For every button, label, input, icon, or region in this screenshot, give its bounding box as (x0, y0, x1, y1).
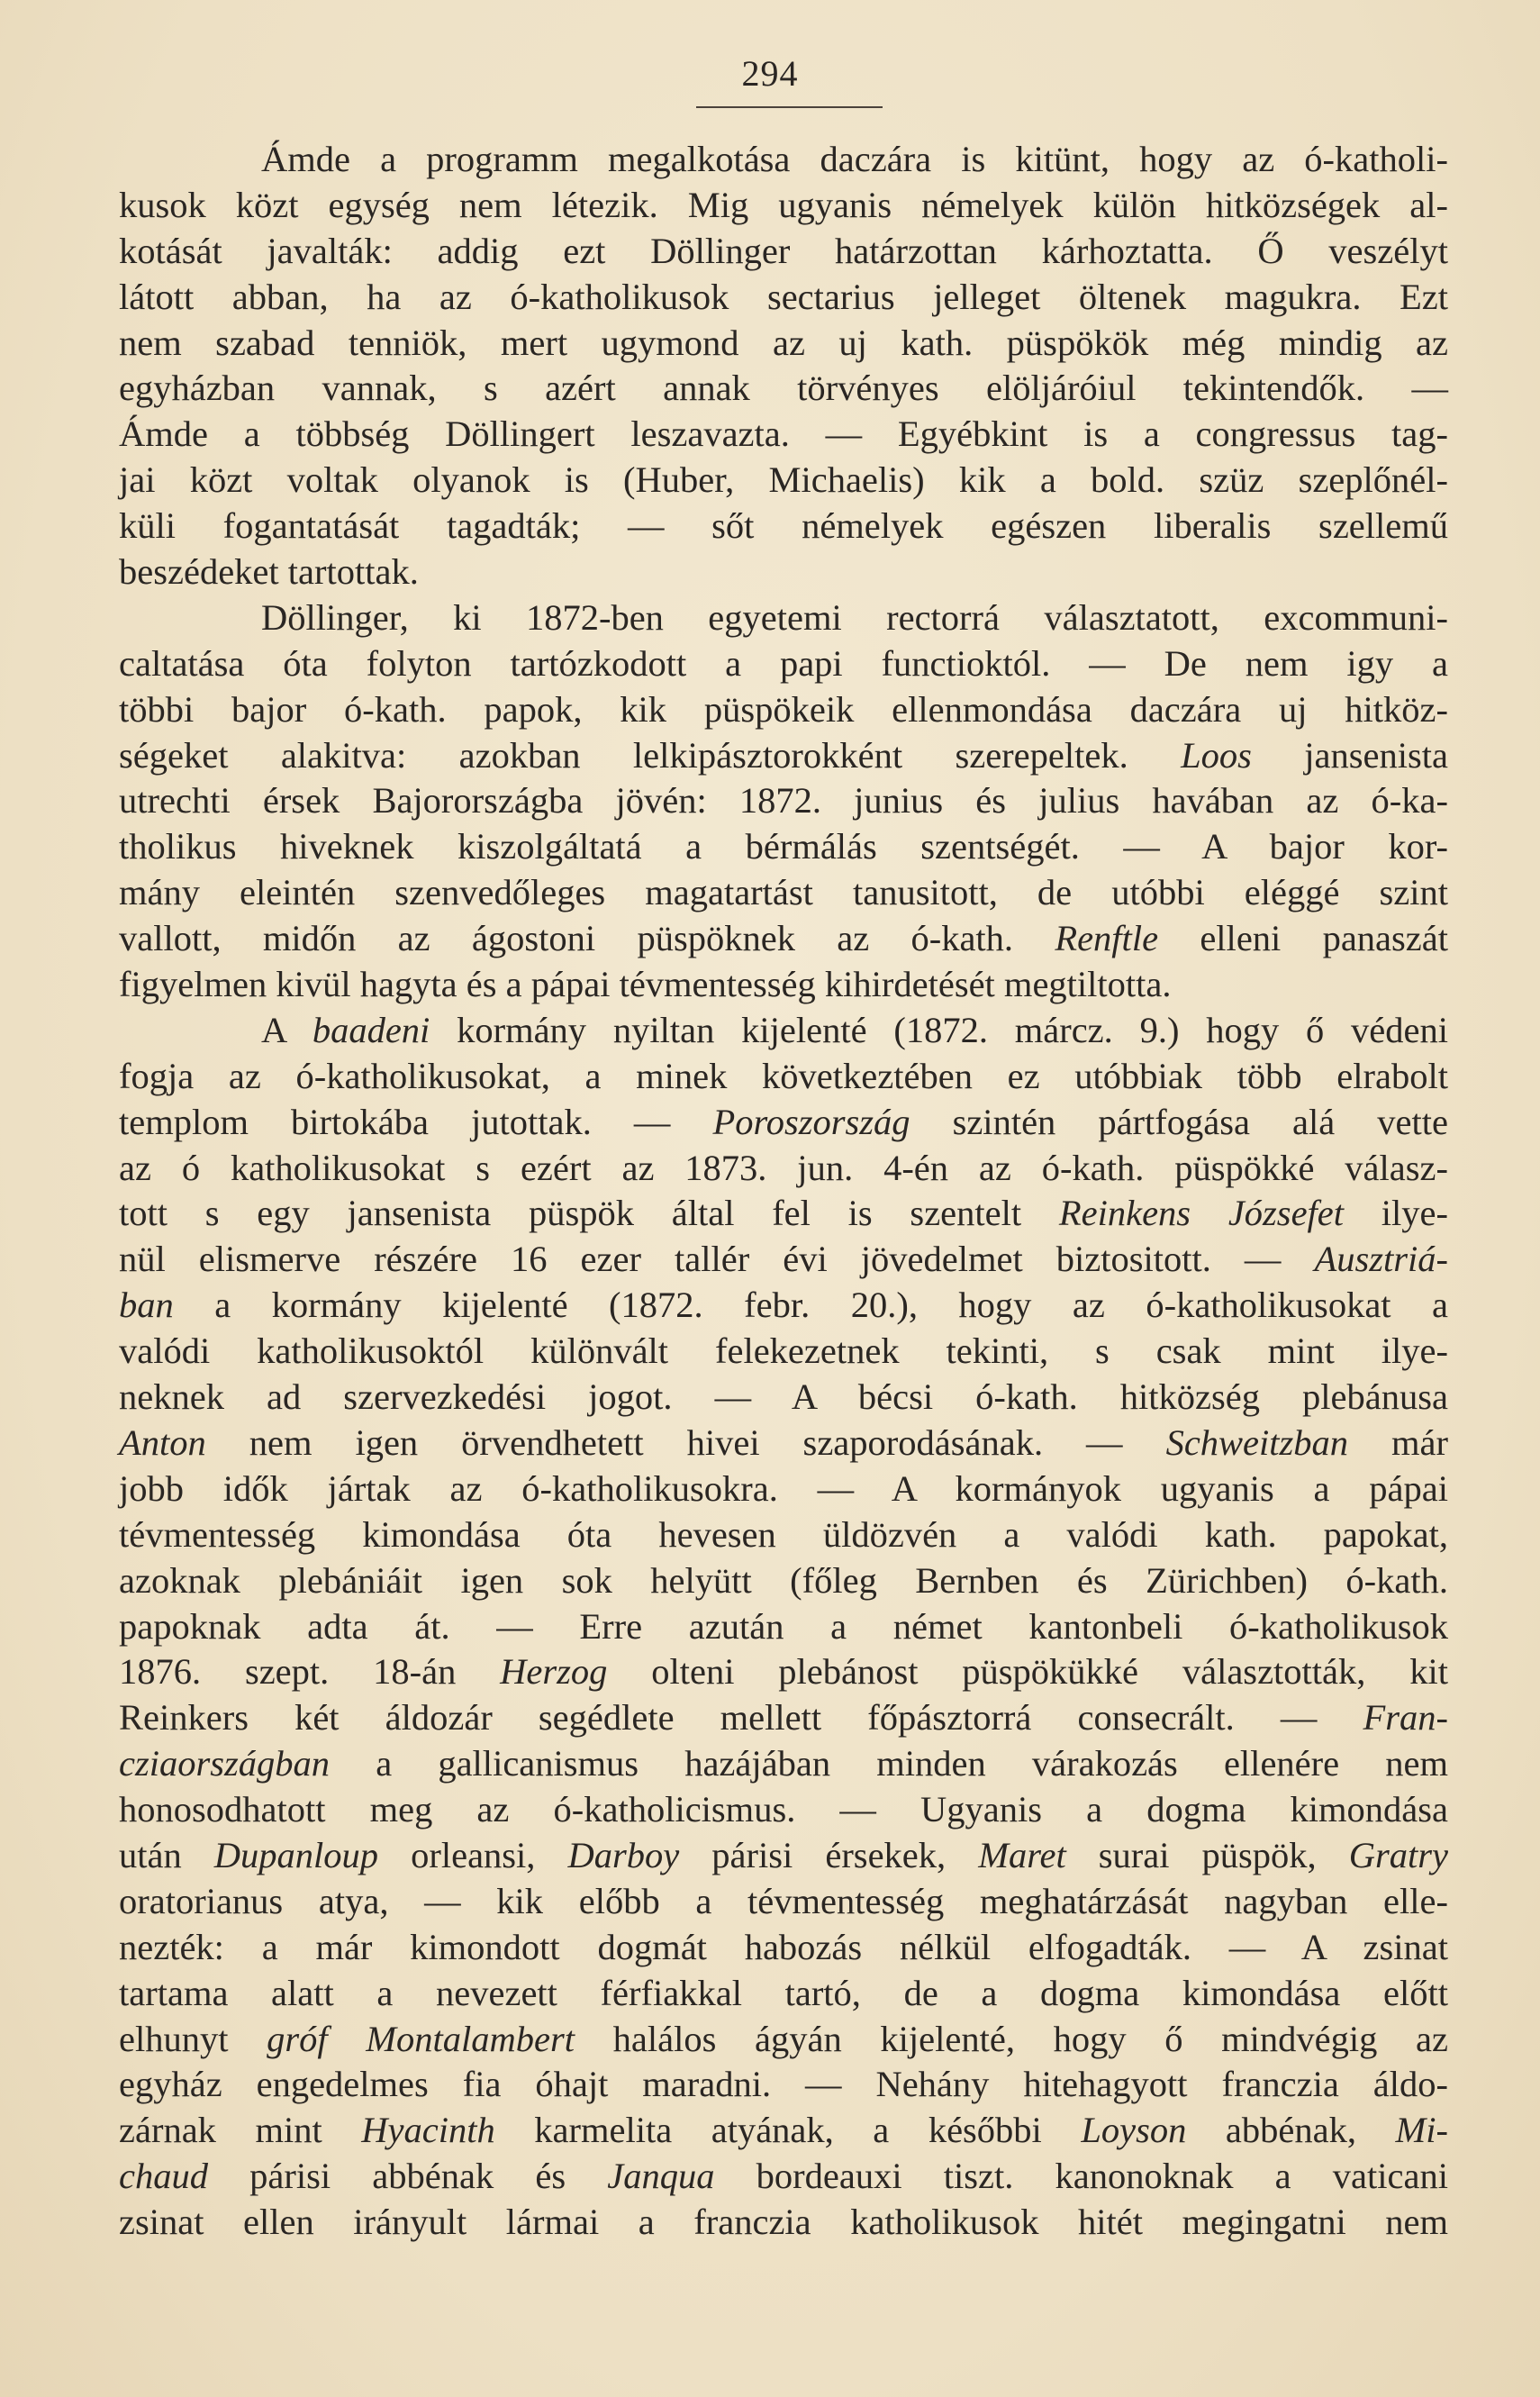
text-line (119, 1879, 1448, 1925)
text-segment: kusok közt egység nem létezik. Mig ugyanis némelyek külön hitközségek al- (119, 184, 1448, 225)
text-segment: Reinkers két áldozár segédlete mellett főpásztorrá consecrált. — (119, 1697, 1363, 1739)
italic-name: Hyacinth (361, 2110, 495, 2151)
text-segment: nem szabad tenniök, mert ugymond az uj kath. püspökök még mindig az (119, 322, 1448, 363)
text-segment: halálos ágyán kijelenté, hogy ő mindvégig az (575, 2018, 1448, 2059)
text-line (119, 1925, 1448, 1971)
text-line (119, 1146, 1448, 1192)
text-line (119, 1375, 1448, 1421)
text-segment: A (261, 1009, 313, 1050)
text-line (119, 183, 1448, 229)
text-segment: már (1348, 1421, 1449, 1463)
text-segment: utrechti érsek Bajorországba jövén: 1872. junius és julius havában az ó-ka- (119, 780, 1448, 822)
text-line (119, 2062, 1448, 2108)
text-segment: párisi abbénak és (207, 2156, 608, 2197)
text-segment: templom birtokába jutottak. — (119, 1101, 713, 1142)
text-segment: valódi katholikusoktól különvált felekezetnek tekinti, s csak mint ilye- (119, 1330, 1448, 1372)
text-line (119, 458, 1448, 504)
text-segment: tévmentesség kimondása óta hevesen üldözvén a valódi kath. papokat, (119, 1513, 1448, 1555)
italic-name: Renftle (1055, 918, 1159, 959)
italic-name: gróf Montalambert (267, 2018, 575, 2059)
text-line (119, 1054, 1448, 1100)
text-segment: tartama alatt a nevezett férfiakkal tartó, de a dogma kimondása előtt (119, 1972, 1448, 2013)
text-segment: szintén pártfogása alá vette (910, 1101, 1448, 1142)
italic-name: chaud (119, 2156, 208, 2197)
italic-name: Reinkens Józsefet (1058, 1193, 1345, 1234)
text-line (119, 2017, 1448, 2063)
italic-name: Herzog (500, 1651, 608, 1693)
text-segment: zsinat ellen irányult lármai a franczia katholikusok hitét megingatni nem (119, 2202, 1448, 2243)
italic-name: Maret (978, 1834, 1066, 1875)
text-segment: beszédeket tartottak. (119, 551, 419, 593)
text-line (119, 1512, 1448, 1558)
text-segment: ségeket alakitva: azokban lelkipásztorokként szerepeltek. (119, 734, 1182, 776)
text-line (119, 870, 1448, 916)
text-line (119, 1191, 1448, 1237)
header-rule (696, 106, 883, 108)
text-segment: tott s egy jansenista püspök által fel is szentelt (119, 1193, 1059, 1234)
text-segment: jai közt voltak olyanok is (Huber, Michaelis) kik a bold. szüz szeplőnél- (119, 459, 1448, 501)
text-line (119, 1604, 1448, 1650)
text-segment: papoknak adta át. — Erre azután a német kantonbeli ó-katholikusok (119, 1605, 1448, 1647)
text-line (119, 2108, 1448, 2154)
italic-name: Loos (1181, 734, 1252, 776)
text-segment: fogja az ó-katholikusokat, a minek következtében ez utóbbiak több elrabolt (119, 1055, 1448, 1096)
text-segment: orleansi, (378, 1834, 568, 1875)
italic-name: ban (119, 1285, 174, 1326)
text-segment: nül elismerve részére 16 ezer tallér évi jövedelmet biztositott. — (119, 1239, 1315, 1280)
text-line (119, 641, 1448, 687)
text-line (119, 1695, 1448, 1741)
text-segment: egyházban vannak, s azért annak törvényes elöljáróiul tekintendők. — (119, 368, 1448, 409)
text-segment: figyelmen kivül hagyta és a pápai tévmentesség kihirdetését megtiltotta. (119, 964, 1172, 1005)
text-line (119, 229, 1448, 275)
italic-name: baadeni (312, 1009, 430, 1050)
text-segment: után (119, 1834, 214, 1875)
text-line (119, 1741, 1448, 1787)
text-line (119, 2200, 1448, 2246)
text-segment: 1876. szept. 18-án (119, 1651, 501, 1693)
text-line (119, 1421, 1448, 1466)
text-segment: oratorianus atya, — kik előbb a tévmentesség meghatárzását nagyban elle- (119, 1880, 1448, 1921)
italic-name: Ausztriá- (1314, 1239, 1448, 1280)
text-segment: honosodhatott meg az ó-katholicismus. — Ugyanis a dogma kimondása (119, 1789, 1448, 1830)
text-segment: a kormány kijelenté (1872. febr. 20.), hogy az ó-katholikusokat a (173, 1285, 1448, 1326)
text-segment: többi bajor ó-kath. papok, kik püspökeik ellenmondása daczára uj hitköz- (119, 688, 1448, 730)
text-segment: Ámde a többség Döllingert leszavazta. — Egyébkint is a congressus tag- (119, 413, 1448, 455)
text-line (119, 2154, 1448, 2200)
text-segment: kormány nyiltan kijelenté (1872. márcz. 9.) hogy ő védeni (430, 1009, 1449, 1050)
text-segment: vallott, midőn az ágostoni püspöknek az ó-kath. (119, 918, 1055, 959)
italic-name: Loyson (1081, 2110, 1187, 2151)
text-line (119, 549, 1448, 595)
text-line (119, 366, 1448, 412)
text-segment: bordeauxi tiszt. kanonoknak a vaticani (714, 2156, 1448, 2197)
page-number: 294 (741, 53, 799, 94)
text-segment: Döllinger, ki 1872-ben egyetemi rectorrá választatott, excommuni- (261, 596, 1448, 638)
text-segment: zárnak mint (119, 2110, 362, 2151)
text-line (119, 137, 1448, 183)
text-segment: elleni panaszát (1158, 918, 1448, 959)
text-line (119, 824, 1448, 870)
text-segment: jobb idők jártak az ó-katholikusokra. — A kormányok ugyanis a pápai (119, 1467, 1448, 1509)
italic-name: Schweitzban (1165, 1421, 1349, 1463)
text-line (119, 412, 1448, 458)
italic-name: Poroszország (712, 1101, 910, 1142)
text-segment: surai püspök, (1065, 1834, 1349, 1875)
text-segment: nem igen örvendhetett hivei szaporodásának. — (205, 1421, 1166, 1463)
text-line (119, 962, 1448, 1008)
italic-name: Dupanloup (213, 1834, 379, 1875)
text-line (119, 1971, 1448, 2017)
text-segment: elhunyt (119, 2018, 267, 2059)
text-segment: karmelita atyának, a későbbi (494, 2110, 1082, 2151)
text-segment: azoknak plebániáit igen sok helyütt (főleg Bernben és Zürichben) ó-kath. (119, 1559, 1448, 1601)
text-segment: látott abban, ha az ó-katholikusok sectarius jelleget öltenek magukra. Ezt (119, 276, 1448, 317)
text-line (119, 687, 1448, 733)
text-segment: tholikus hiveknek kiszolgáltatá a bérmálás szentségét. — A bajor kor- (119, 826, 1448, 867)
text-segment: olteni plebánost püspökükké választották, kit (607, 1651, 1448, 1693)
text-line (119, 275, 1448, 321)
text-line (119, 321, 1448, 367)
text-segment: jansenista (1251, 734, 1448, 776)
text-line (119, 1649, 1448, 1695)
body-text (119, 137, 1448, 2246)
italic-name: Anton (119, 1421, 206, 1463)
text-segment: mány eleintén szenvedőleges magatartást tanusitott, de utóbbi eléggé szint (119, 872, 1448, 913)
text-line (119, 1283, 1448, 1329)
text-line (119, 733, 1448, 779)
text-segment: küli fogantatását tagadták; — sőt némelyek egészen liberalis szellemű (119, 505, 1448, 547)
text-line (119, 595, 1448, 641)
text-segment: kotását javalták: addig ezt Döllinger határzottan kárhoztatta. Ő veszélyt (119, 230, 1448, 271)
text-line (119, 1008, 1448, 1054)
text-segment: ilye- (1344, 1193, 1449, 1234)
text-segment: a gallicanismus hazájában minden várakozás ellenére nem (330, 1743, 1448, 1784)
italic-name: cziaországban (119, 1743, 331, 1784)
text-segment: caltatása óta folyton tartózkodott a papi functioktól. — De nem igy a (119, 642, 1448, 684)
text-line (119, 504, 1448, 549)
italic-name: Mi- (1395, 2110, 1448, 2151)
italic-name: Gratry (1348, 1834, 1448, 1875)
text-segment: egyház engedelmes fia óhajt maradni. — Nehány hitehagyott franczia áldo- (119, 2064, 1448, 2105)
text-line (119, 1237, 1448, 1283)
text-segment: az ó katholikusokat s ezért az 1873. jun. 4-én az ó-kath. püspökké válasz- (119, 1147, 1448, 1188)
italic-name: Darboy (567, 1834, 680, 1875)
italic-name: Janqua (607, 2156, 715, 2197)
text-line (119, 1787, 1448, 1833)
text-line (119, 1466, 1448, 1512)
text-line (119, 1329, 1448, 1375)
text-segment: nezték: a már kimondott dogmát habozás nélkül elfogadták. — A zsinat (119, 1926, 1448, 1967)
text-segment: Ámde a programm megalkotása daczára is kitünt, hogy az ó-katholi- (261, 139, 1448, 179)
text-line (119, 1558, 1448, 1604)
italic-name: Fran- (1363, 1697, 1448, 1739)
text-segment: párisi érsekek, (679, 1834, 979, 1875)
text-segment: neknek ad szervezkedési jogot. — A bécsi ó-kath. hitközség plebánusa (119, 1376, 1448, 1418)
text-segment: abbénak, (1186, 2110, 1396, 2151)
text-line (119, 778, 1448, 824)
text-line (119, 1100, 1448, 1146)
text-line (119, 916, 1448, 962)
text-line (119, 1833, 1448, 1879)
